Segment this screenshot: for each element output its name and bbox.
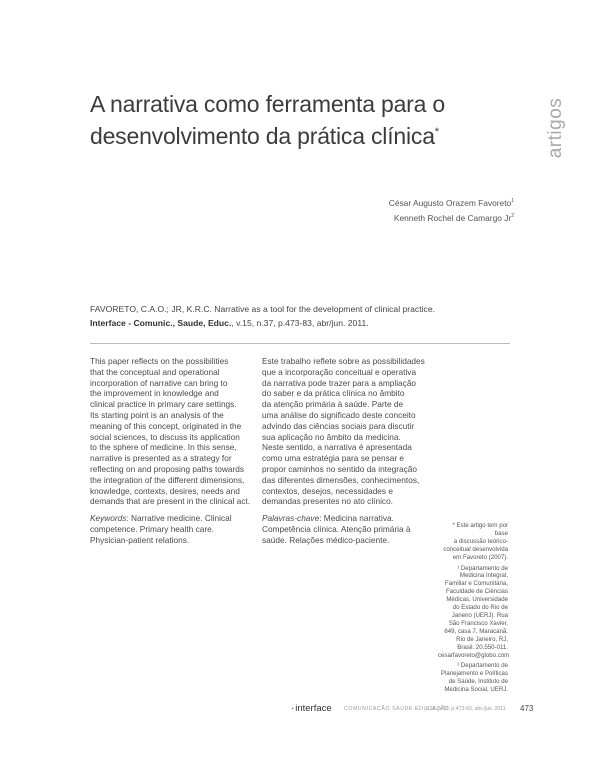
- abstract-portuguese: Este trabalho reflete sobre as possibilidades que a incorporação conceitual e operativa da narrativa pode trazer para a ampliação do saber e da prática clínica no âmbito da atenção primária à saúde. Parte de uma análise do significado deste conceito advindo das ciências sociais para discutir sua aplicação no âmbito da medicina. Neste sentido, a narrativa é apresentada como uma estratégia para se pensar e propor caminhos no sentido da integração das diferentes dimensões, conhecimentos, contextos, desejos, necessidades e demandas presentes no ato clínico. Palavras-chave: Medicina narrativa. Competência clínica. Atenção primária à saúde. Relações médico-paciente.: [262, 356, 437, 546]
- footer-volume: v.15, n.37, p.473-83, abr./jun. 2011: [426, 706, 506, 712]
- abstract-english: This paper reflects on the possibilities that the conceptual and operational incorporation of narrative can bring to the improvement in knowledge and clinical practice in primary care settings. Its starting point is an analysis of the meaning of this concept, originated in the social sciences, to discuss its application to the sphere of medicine. In this sense, narrative is presented as a strategy for reflecting on and proposing paths towards the integration of the different dimensions, knowledge, contexts, desires, needs and demands that are present in the clinical act. Keywords: Narrative medicine. Clinical competence. Primary health care. Physician-patient relations.: [90, 356, 260, 546]
- author-list: [389, 195, 514, 225]
- keywords-portuguese: Palavras-chave: Medicina narrativa.: [262, 513, 394, 524]
- title-line-1: A narrativa como ferramenta para o: [90, 91, 445, 117]
- article-title: [90, 88, 510, 152]
- divider: [90, 343, 510, 344]
- footer-journal-name: COMUNICAÇÃO SAÚDE EDUCAÇÃO: [344, 706, 450, 712]
- email-address: cesarfavoreto@globo.com: [438, 651, 510, 659]
- keywords-english: Keywords: Narrative medicine. Clinical: [90, 513, 232, 524]
- page-footer: [280, 703, 540, 717]
- author-2: Kenneth Rochel de Camargo Jr$^2$: [393, 212, 514, 223]
- title-line-2: desenvolvimento da prática clínica*: [90, 123, 439, 149]
- journal-logo: ◔interface: [290, 703, 332, 714]
- citation: FAVORETO, C.A.O.; JR, K.R.C. Narrative as a tool for the development of clinical practice. Interface - Comunic., Saude, Educ., v.15, n.37, p.473-83, abr/jun. 2011.: [90, 304, 435, 328]
- page-number: 473: [520, 704, 534, 713]
- title-footnote-mark: *: [434, 126, 439, 138]
- author-1: César Augusto Orazem Favoreto$^1$: [388, 197, 514, 208]
- journal-name: Interface - Comunic., Saude, Educ.: [90, 317, 232, 328]
- logo-mark-icon: ◔: [290, 706, 295, 713]
- footnotes: * Este artigo tem por base a discussão teórico- conceitual desenvolvida em Favoreto (2007). ¹ Departamento de Medicina Integral, Familiar e Comunitária, Faculdade de Ciências Médicas, Universidade do Estado do Rio de Janeiro (UERJ). Rua São Francisco Xavier, 649, casa 7, Maracanã. Rio de Janeiro, RJ, Brasil. 20.550-011. cesarfavoreto@globo.com ² Departamento de Planejamento e Políticas de Saúde, Instituto de Medicina Social, UERJ.: [438, 522, 510, 694]
- section-label: artigos: [545, 97, 566, 159]
